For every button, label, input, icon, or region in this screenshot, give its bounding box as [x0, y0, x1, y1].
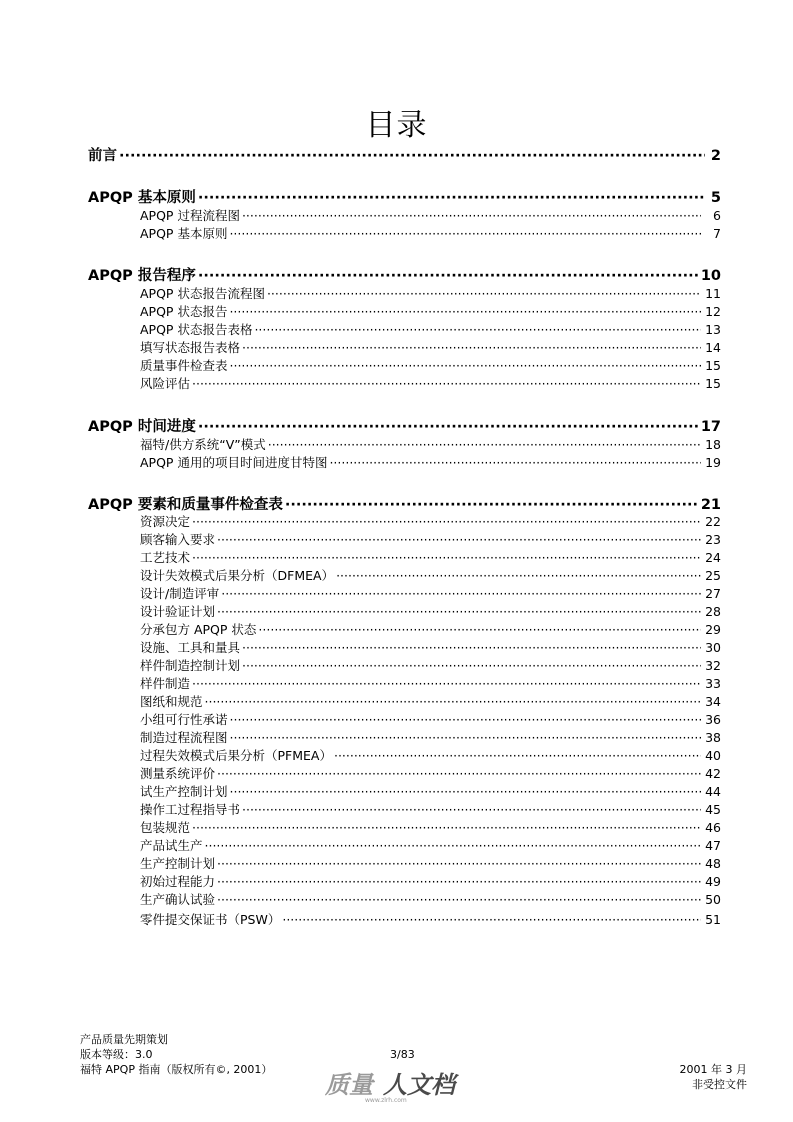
toc-dot-leader: [230, 712, 701, 726]
toc-entry-page-number: 17: [700, 419, 721, 435]
toc-subsection-entry[interactable]: [140, 566, 721, 582]
toc-dot-leader: [336, 568, 701, 582]
toc-subsection-entry[interactable]: [140, 854, 721, 870]
watermark-url: www.zlrh.com: [365, 1097, 407, 1104]
page-title: 目录: [365, 108, 428, 143]
toc-entry-page-number: 44: [705, 784, 721, 798]
toc-entry-page-number: 42: [705, 766, 721, 780]
toc-subsection-entry[interactable]: [140, 453, 721, 469]
toc-subsection-entry[interactable]: [140, 620, 721, 636]
toc-entry-label: 福特/供方系统“V”模式: [140, 437, 266, 451]
toc-dot-leader: [230, 730, 701, 744]
toc-entry-label: 图纸和规范: [140, 694, 203, 708]
toc-entry-page-number: 40: [705, 748, 721, 762]
toc-dot-leader: [217, 604, 701, 618]
toc-subsection-entry[interactable]: [140, 800, 721, 816]
toc-entry-label: APQP 基本原则: [140, 226, 228, 240]
toc-dot-leader: [242, 340, 701, 354]
toc-subsection-entry[interactable]: [140, 638, 721, 654]
toc-entry-label: 设计验证计划: [140, 604, 216, 618]
toc-entry-page-number: 50: [705, 892, 721, 906]
toc-entry-page-number: 7: [713, 226, 721, 240]
toc-dot-leader: [268, 437, 701, 451]
toc-subsection-entry[interactable]: [140, 512, 721, 528]
toc-subsection-entry[interactable]: [140, 302, 721, 318]
toc-entry-page-number: 11: [705, 286, 721, 300]
toc-dot-leader: [217, 874, 701, 888]
toc-dot-leader: [285, 497, 699, 513]
toc-entry-label: 顾客输入要求: [140, 532, 216, 546]
toc-entry-label: 生产确认试验: [140, 892, 216, 906]
toc-entry-label: APQP 过程流程图: [140, 208, 240, 222]
toc-entry-page-number: 49: [705, 874, 721, 888]
toc-entry-label: 制造过程流程图: [140, 730, 228, 744]
toc-entry-page-number: 6: [713, 208, 721, 222]
toc-entry-label: 样件制造控制计划: [140, 658, 241, 672]
watermark-text-left: 质量: [325, 1071, 373, 1099]
toc-dot-leader: [254, 322, 701, 336]
toc-entry-page-number: 36: [705, 712, 721, 726]
toc-entry-page-number: 15: [705, 358, 721, 372]
toc-dot-leader: [205, 694, 701, 708]
toc-dot-leader: [192, 376, 701, 390]
footer-left: [80, 1032, 272, 1077]
toc-dot-leader: [198, 190, 705, 206]
watermark-text-right: 人文档: [383, 1071, 455, 1099]
toc-entry-label: 资源决定: [140, 514, 191, 528]
toc-subsection-entry[interactable]: [140, 818, 721, 834]
toc-subsection-entry[interactable]: [140, 435, 721, 451]
toc-dot-leader: [242, 640, 701, 654]
footer-doc-name: 产品质量先期策划: [80, 1033, 168, 1046]
toc-subsection-entry[interactable]: [140, 746, 721, 762]
toc-entry-label: 分承包方 APQP 状态: [140, 622, 257, 636]
footer-page-number: 3/83: [390, 1048, 415, 1061]
toc-entry-label: APQP 要素和质量事件检查表: [88, 497, 283, 513]
footer-right: [680, 1062, 747, 1092]
toc-dot-leader: [217, 892, 701, 906]
toc-subsection-entry[interactable]: [140, 584, 721, 600]
toc-dot-leader: [198, 268, 699, 284]
toc-subsection-entry[interactable]: [140, 284, 721, 300]
toc-entry-label: 风险评估: [140, 376, 191, 390]
toc-subsection-entry[interactable]: [140, 206, 721, 222]
toc-entry-label: 产品试生产: [140, 838, 203, 852]
toc-entry-label: 设计/制造评审: [140, 586, 220, 600]
toc-entry-page-number: 19: [705, 455, 721, 469]
toc-subsection-entry[interactable]: [140, 374, 721, 390]
toc-entry-page-number: 28: [705, 604, 721, 618]
toc-subsection-entry[interactable]: [140, 872, 721, 888]
toc-dot-leader: [192, 550, 701, 564]
toc-subsection-entry[interactable]: [140, 782, 721, 798]
toc-entry-label: APQP 状态报告表格: [140, 322, 253, 336]
toc-entry-label: 前言: [88, 148, 117, 164]
toc-subsection-entry[interactable]: [140, 764, 721, 780]
toc-subsection-entry[interactable]: [140, 674, 721, 690]
toc-entry-page-number: 27: [705, 586, 721, 600]
toc-entry-label: 质量事件检查表: [140, 358, 228, 372]
toc-dot-leader: [217, 766, 701, 780]
toc-subsection-entry[interactable]: [140, 224, 721, 240]
toc-dot-leader: [198, 419, 699, 435]
toc-entry-page-number: 10: [700, 268, 721, 284]
toc-subsection-entry[interactable]: [140, 692, 721, 708]
toc-dot-leader: [221, 586, 701, 600]
toc-entry-page-number: 24: [705, 550, 721, 564]
toc-subsection-entry[interactable]: [140, 338, 721, 354]
toc-entry-page-number: 51: [705, 912, 721, 926]
toc-dot-leader: [229, 226, 701, 240]
toc-section-entry[interactable]: [88, 264, 721, 284]
toc-subsection-entry[interactable]: [140, 356, 721, 372]
toc-subsection-entry[interactable]: [140, 710, 721, 726]
footer-control: 非受控文件: [692, 1078, 747, 1091]
toc-entry-page-number: 45: [705, 802, 721, 816]
toc-entry-label: 零件提交保证书（PSW）: [140, 912, 281, 926]
toc-dot-leader: [258, 622, 701, 636]
toc-subsection-entry[interactable]: [140, 728, 721, 744]
toc-entry-page-number: 23: [705, 532, 721, 546]
toc-entry-page-number: 12: [705, 304, 721, 318]
toc-section-entry[interactable]: [88, 186, 721, 206]
toc-entry-label: APQP 通用的项目时间进度甘特图: [140, 455, 328, 469]
toc-dot-leader: [229, 304, 701, 318]
toc-entry-label: APQP 状态报告流程图: [140, 286, 265, 300]
toc-entry-page-number: 34: [705, 694, 721, 708]
toc-entry-label: APQP 基本原则: [88, 190, 196, 206]
toc-dot-leader: [334, 748, 701, 762]
toc-dot-leader: [230, 358, 701, 372]
toc-entry-page-number: 30: [705, 640, 721, 654]
toc-entry-page-number: 18: [705, 437, 721, 451]
toc-entry-page-number: 5: [710, 190, 721, 206]
footer-guide: 福特 APQP 指南（版权所有©, 2001）: [80, 1063, 273, 1076]
toc-dot-leader: [217, 532, 701, 546]
toc-entry-label: 设计失效模式后果分析（DFMEA）: [140, 568, 335, 582]
toc-entry-page-number: 22: [705, 514, 721, 528]
toc-dot-leader: [119, 148, 705, 164]
toc-subsection-entry[interactable]: [140, 910, 721, 926]
toc-subsection-entry[interactable]: [140, 602, 721, 618]
toc-entry-label: 包装规范: [140, 820, 191, 834]
toc-section-entry[interactable]: [88, 144, 721, 164]
toc-entry-page-number: 46: [705, 820, 721, 834]
toc-entry-label: 生产控制计划: [140, 856, 216, 870]
toc-section-entry[interactable]: [88, 415, 721, 435]
toc-dot-leader: [217, 856, 701, 870]
toc-subsection-entry[interactable]: [140, 548, 721, 564]
toc-entry-label: 小组可行性承诺: [140, 712, 228, 726]
toc-entry-page-number: 25: [705, 568, 721, 582]
watermark-logo: [325, 1068, 470, 1104]
toc-entry-page-number: 33: [705, 676, 721, 690]
toc-entry-page-number: 13: [705, 322, 721, 336]
toc-entry-label: 样件制造: [140, 676, 191, 690]
toc-entry-page-number: 48: [705, 856, 721, 870]
toc-entry-label: APQP 报告程序: [88, 268, 196, 284]
toc-dot-leader: [329, 455, 701, 469]
toc-entry-label: 测量系统评价: [140, 766, 216, 780]
toc-entry-page-number: 15: [705, 376, 721, 390]
toc-dot-leader: [267, 286, 701, 300]
toc-subsection-entry[interactable]: [140, 320, 721, 336]
toc-dot-leader: [242, 658, 701, 672]
toc-dot-leader: [242, 802, 701, 816]
toc-entry-label: 试生产控制计划: [140, 784, 228, 798]
toc-dot-leader: [192, 820, 701, 834]
toc-dot-leader: [282, 912, 701, 926]
toc-subsection-entry[interactable]: [140, 656, 721, 672]
footer-date: 2001 年 3 月: [679, 1063, 747, 1076]
toc-entry-label: 操作工过程指导书: [140, 802, 241, 816]
toc-entry-label: APQP 时间进度: [88, 419, 196, 435]
toc-entry-page-number: 14: [705, 340, 721, 354]
toc-entry-page-number: 21: [700, 497, 721, 513]
toc-entry-label: 填写状态报告表格: [140, 340, 241, 354]
toc-dot-leader: [192, 514, 701, 528]
toc-entry-label: 初始过程能力: [140, 874, 216, 888]
toc-entry-page-number: 29: [705, 622, 721, 636]
toc-entry-label: 工艺技术: [140, 550, 191, 564]
toc-dot-leader: [205, 838, 701, 852]
toc-entry-label: 过程失效模式后果分析（PFMEA）: [140, 748, 332, 762]
toc-entry-label: 设施、工具和量具: [140, 640, 241, 654]
toc-dot-leader: [230, 784, 701, 798]
toc-entry-page-number: 32: [705, 658, 721, 672]
toc-entry-page-number: 2: [710, 148, 721, 164]
toc-entry-page-number: 38: [705, 730, 721, 744]
toc-subsection-entry[interactable]: [140, 890, 721, 906]
toc-section-entry[interactable]: [88, 493, 721, 513]
toc-dot-leader: [192, 676, 701, 690]
toc-dot-leader: [242, 208, 701, 222]
footer-version: 版本等级：3.0: [80, 1048, 153, 1061]
toc-subsection-entry[interactable]: [140, 836, 721, 852]
toc-entry-page-number: 47: [705, 838, 721, 852]
toc-entry-label: APQP 状态报告: [140, 304, 228, 318]
toc-subsection-entry[interactable]: [140, 530, 721, 546]
